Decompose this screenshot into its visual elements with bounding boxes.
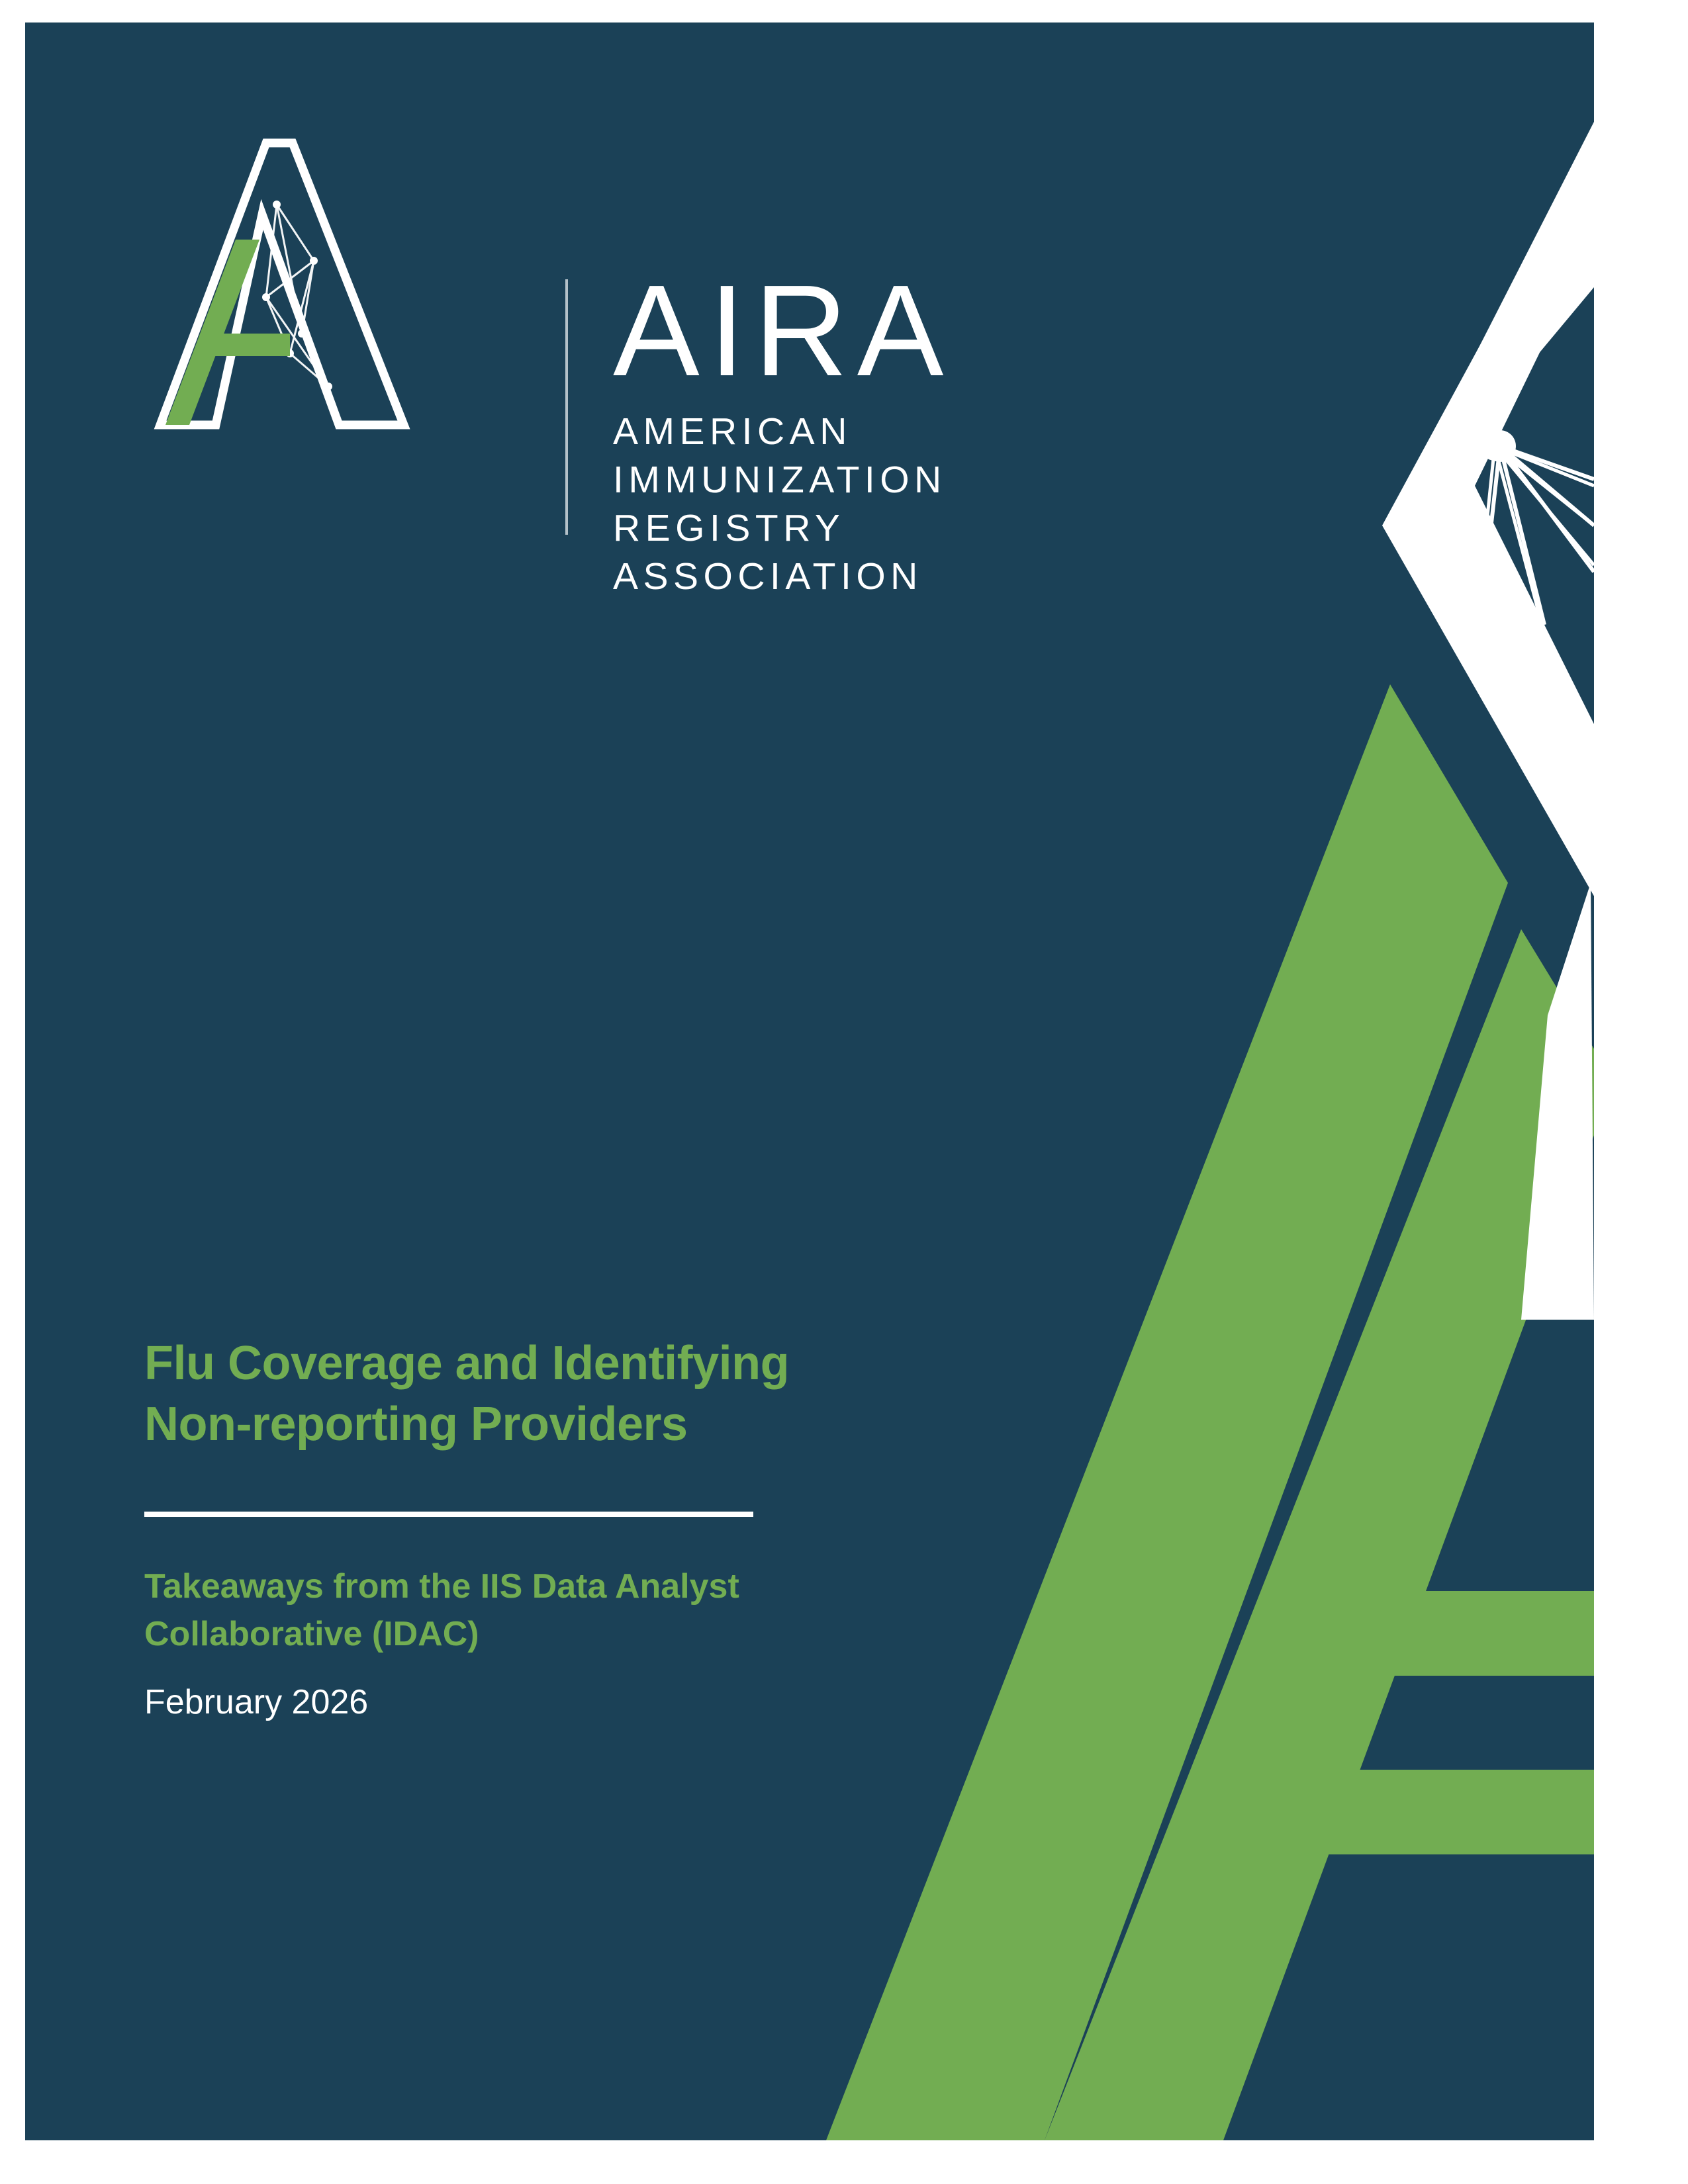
- logo-aira-text: AIRA: [613, 258, 953, 403]
- subtitle-line-2: Collaborative (IDAC): [144, 1614, 479, 1653]
- title-line-1: Flu Coverage and Identifying: [144, 1337, 790, 1390]
- page-subtitle: [144, 1563, 872, 1657]
- document-date: February 2026: [144, 1682, 369, 1721]
- page-title: [144, 1333, 872, 1455]
- cover-panel: [25, 23, 1594, 2140]
- title-rule: [144, 1512, 753, 1517]
- title-block: [144, 1333, 872, 1725]
- aira-logo: [136, 135, 997, 598]
- logo-org-name: [613, 408, 1090, 601]
- aira-a-monogram-icon: [136, 135, 421, 439]
- logo-org-line1: AMERICAN IMMUNIZATION: [613, 410, 947, 501]
- logo-wordmark: [613, 258, 1090, 601]
- title-line-2: Non-reporting Providers: [144, 1398, 688, 1451]
- subtitle-line-1: Takeaways from the IIS Data Analyst: [144, 1567, 739, 1606]
- logo-divider: [565, 279, 568, 535]
- monogram-green-leg: [165, 240, 259, 425]
- logo-org-line2: REGISTRY ASSOCIATION: [613, 506, 923, 598]
